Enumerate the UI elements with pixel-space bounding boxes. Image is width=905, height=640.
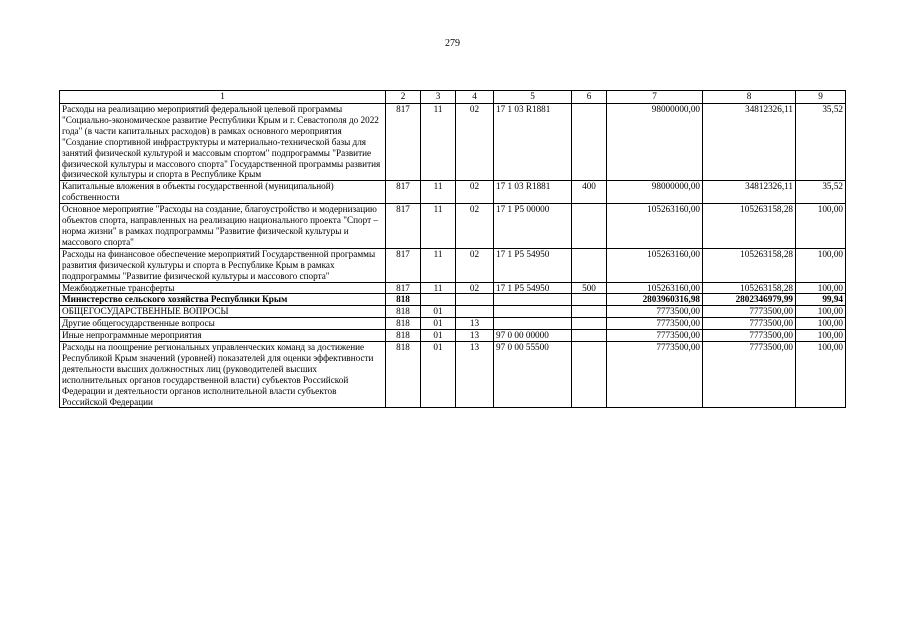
row-name: Иные непрограммные мероприятия: [60, 330, 386, 342]
table-row: [60, 294, 846, 306]
row-subsection-code: [456, 306, 494, 318]
row-expense-type-code: [572, 306, 607, 318]
row-percent: 100,00: [796, 318, 846, 330]
row-section-code: 11: [421, 181, 456, 204]
row-target-article-code: [494, 294, 572, 306]
table-body: [60, 104, 846, 408]
col-header-2: 2: [386, 91, 421, 104]
row-target-article-code: 17 1 P5 00000: [494, 204, 572, 249]
row-subsection-code: 02: [456, 181, 494, 204]
row-planned-amount: 98000000,00: [607, 104, 703, 181]
row-section-code: 01: [421, 318, 456, 330]
table-row: [60, 342, 846, 408]
row-planned-amount: 105263160,00: [607, 282, 703, 294]
row-subsection-code: 02: [456, 104, 494, 181]
row-planned-amount: 105263160,00: [607, 204, 703, 249]
row-subsection-code: [456, 294, 494, 306]
col-header-9: 9: [796, 91, 846, 104]
row-expense-type-code: [572, 342, 607, 408]
row-percent: 100,00: [796, 248, 846, 282]
row-planned-amount: 98000000,00: [607, 181, 703, 204]
row-planned-amount: 2803960316,98: [607, 294, 703, 306]
row-subsection-code: 02: [456, 204, 494, 249]
row-planned-amount: 7773500,00: [607, 306, 703, 318]
row-actual-amount: 105263158,28: [703, 248, 796, 282]
budget-table: [59, 90, 846, 408]
row-percent: 99,94: [796, 294, 846, 306]
row-subsection-code: 13: [456, 330, 494, 342]
row-planned-amount: 7773500,00: [607, 330, 703, 342]
row-percent: 35,52: [796, 104, 846, 181]
row-target-article-code: 97 0 00 00000: [494, 330, 572, 342]
row-subsection-code: 02: [456, 282, 494, 294]
row-actual-amount: 105263158,28: [703, 204, 796, 249]
row-target-article-code: 17 1 P5 54950: [494, 248, 572, 282]
table-row: [60, 318, 846, 330]
row-actual-amount: 7773500,00: [703, 342, 796, 408]
row-subsection-code: 13: [456, 342, 494, 408]
row-target-article-code: [494, 306, 572, 318]
col-header-5: 5: [494, 91, 572, 104]
row-name: Основное мероприятие "Расходы на создание, благоустройство и модернизацию объектов спорта, направленных на реализацию национального проекта "Спорт – норма жизни" в рамках подпрограммы "Развитие физической культуры и массового спорта": [60, 204, 386, 249]
table-row: [60, 181, 846, 204]
row-percent: 100,00: [796, 342, 846, 408]
table-row: [60, 330, 846, 342]
row-actual-amount: 34812326,11: [703, 181, 796, 204]
row-planned-amount: 7773500,00: [607, 342, 703, 408]
row-expense-type-code: [572, 294, 607, 306]
row-grbs-code: 818: [386, 318, 421, 330]
row-expense-type-code: [572, 204, 607, 249]
row-percent: 100,00: [796, 306, 846, 318]
table-row: [60, 104, 846, 181]
row-actual-amount: 7773500,00: [703, 330, 796, 342]
table-row: [60, 306, 846, 318]
row-actual-amount: 7773500,00: [703, 318, 796, 330]
row-expense-type-code: [572, 318, 607, 330]
row-section-code: 11: [421, 282, 456, 294]
row-actual-amount: 105263158,28: [703, 282, 796, 294]
row-percent: 35,52: [796, 181, 846, 204]
row-section-code: 11: [421, 104, 456, 181]
row-percent: 100,00: [796, 330, 846, 342]
row-expense-type-code: 400: [572, 181, 607, 204]
row-name: Расходы на реализацию мероприятий федеральной целевой программы "Социально-экономическое развитие Республики Крым и г. Севастополя до 2022 года" (в части капитальных расходов) в рамках основного мероприятия "Создание спортивной инфраструктуры и материально-технической базы для занятий физической культурой и массовым спортом" подпрограммы "Развитие физической культуры и массового спорта" Государственной программы развития физической культуры и спорта в Республике Крым: [60, 104, 386, 181]
table-row: [60, 204, 846, 249]
row-grbs-code: 817: [386, 248, 421, 282]
row-section-code: 11: [421, 248, 456, 282]
row-target-article-code: 17 1 P5 54950: [494, 282, 572, 294]
row-grbs-code: 818: [386, 306, 421, 318]
row-target-article-code: 97 0 00 55500: [494, 342, 572, 408]
row-grbs-code: 817: [386, 282, 421, 294]
col-header-7: 7: [607, 91, 703, 104]
table-row: [60, 248, 846, 282]
row-actual-amount: 34812326,11: [703, 104, 796, 181]
row-percent: 100,00: [796, 204, 846, 249]
row-expense-type-code: 500: [572, 282, 607, 294]
row-grbs-code: 817: [386, 181, 421, 204]
row-planned-amount: 7773500,00: [607, 318, 703, 330]
row-actual-amount: 7773500,00: [703, 306, 796, 318]
col-header-1: 1: [60, 91, 386, 104]
row-name: Министерство сельского хозяйства Республики Крым: [60, 294, 386, 306]
row-expense-type-code: [572, 248, 607, 282]
row-name: Другие общегосударственные вопросы: [60, 318, 386, 330]
row-grbs-code: 818: [386, 330, 421, 342]
page-number: 279: [445, 38, 460, 49]
row-grbs-code: 818: [386, 342, 421, 408]
row-section-code: 11: [421, 204, 456, 249]
row-expense-type-code: [572, 104, 607, 181]
header-row: [60, 91, 846, 104]
col-header-3: 3: [421, 91, 456, 104]
row-expense-type-code: [572, 330, 607, 342]
row-actual-amount: 2802346979,99: [703, 294, 796, 306]
row-name: Межбюджетные трансферты: [60, 282, 386, 294]
col-header-8: 8: [703, 91, 796, 104]
row-section-code: [421, 294, 456, 306]
row-section-code: 01: [421, 306, 456, 318]
row-target-article-code: 17 1 03 R1881: [494, 181, 572, 204]
row-name: Расходы на финансовое обеспечение мероприятий Государственной программы развития физической культуры и спорта в Республике Крым в рамках подпрограммы "Развитие физической культуры и массового спорта": [60, 248, 386, 282]
row-name: Капитальные вложения в объекты государственной (муниципальной) собственности: [60, 181, 386, 204]
row-grbs-code: 817: [386, 204, 421, 249]
row-section-code: 01: [421, 342, 456, 408]
row-section-code: 01: [421, 330, 456, 342]
row-planned-amount: 105263160,00: [607, 248, 703, 282]
row-grbs-code: 817: [386, 104, 421, 181]
row-target-article-code: 17 1 03 R1881: [494, 104, 572, 181]
row-name: Расходы на поощрение региональных управленческих команд за достижение Республикой Крым значений (уровней) показателей для оценки эффективности деятельности высших должностных лиц (руководителей высших исполнительных органов государственной власти) субъектов Российской Федерации и деятельности органов исполнительной власти субъектов Российской Федерации: [60, 342, 386, 408]
table-row: [60, 282, 846, 294]
row-subsection-code: 02: [456, 248, 494, 282]
row-name: ОБЩЕГОСУДАРСТВЕННЫЕ ВОПРОСЫ: [60, 306, 386, 318]
row-subsection-code: 13: [456, 318, 494, 330]
row-percent: 100,00: [796, 282, 846, 294]
col-header-4: 4: [456, 91, 494, 104]
row-target-article-code: [494, 318, 572, 330]
row-grbs-code: 818: [386, 294, 421, 306]
col-header-6: 6: [572, 91, 607, 104]
